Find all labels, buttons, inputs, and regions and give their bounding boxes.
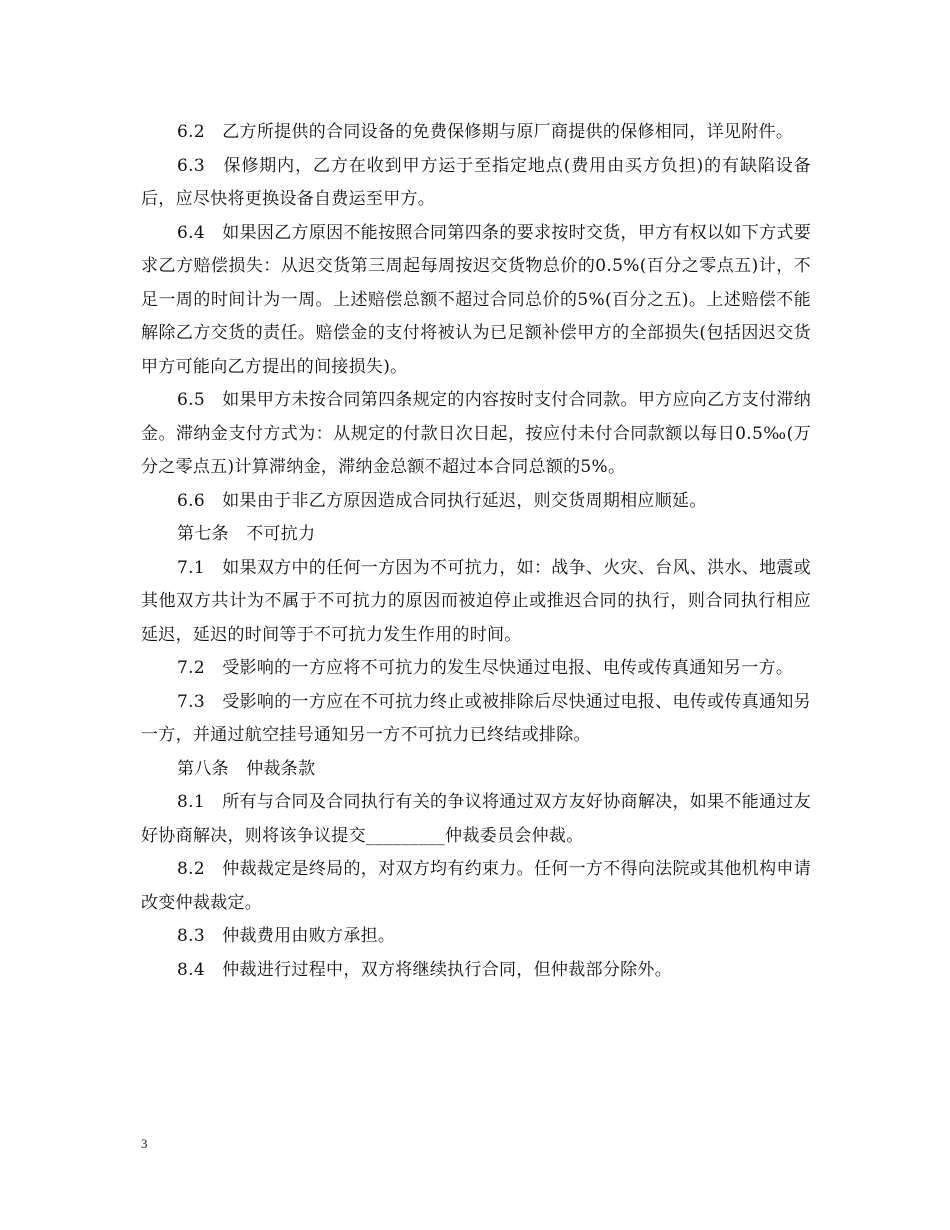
clause-7-1: 7.1 如果双方中的任何一方因为不可抗力，如：战争、火灾、台风、洪水、地震或其他双方共计为不属于不可抗力的原因而被迫停止或推迟合同的执行，则合同执行相应延迟，延迟的时间等于不可抗力发生作用的时间。 — [141, 557, 811, 645]
article-7-heading: 第七条 不可抗力 — [177, 524, 316, 544]
document-body — [141, 116, 811, 987]
clause-6-6: 6.6 如果由于非乙方原因造成合同执行延迟，则交货周期相应顺延。 — [177, 490, 707, 511]
clause-8-3: 8.3 仲裁费用由败方承担。 — [177, 926, 396, 946]
clause-6-4: 6.4 如果因乙方原因不能按照合同第四条的要求按时交货，甲方有权以如下方式要求乙方赔偿损失：从迟交货第三周起每周按迟交货物总价的0.5%(百分之零点五)计，不足一周的时间计为一周。上述赔偿总额不超过合同总价的5%(百分之五)。上述赔偿不能解除乙方交货的责任。赔偿金的支付将被认为已足额补偿甲方的全部损失(包括因迟交货甲方可能向乙方提出的间接损失)。 — [141, 222, 811, 377]
article-8-heading: 第八条 仲裁条款 — [177, 758, 316, 779]
clause-8-1: 8.1 所有与合同及合同执行有关的争议将通过双方友好协商解决，如果不能通过友好协商解决，则将该争议提交_________仲裁委员会仲裁。 — [141, 792, 811, 846]
clause-6-5: 6.5 如果甲方未按合同第四条规定的内容按时支付合同款。甲方应向乙方支付滞纳金。滞纳金支付方式为：从规定的付款日次日起，按应付未付合同款额以每日0.5‰(万分之零点五)计算滞纳金，滞纳金总额不超过本合同总额的5%。 — [141, 390, 811, 477]
clause-7-2: 7.2 受影响的一方应将不可抗力的发生尽快通过电报、电传或传真通知另一方。 — [177, 658, 794, 678]
clause-6-2: 6.2 乙方所提供的合同设备的免费保修期与原厂商提供的保修相同，详见附件。 — [177, 122, 794, 142]
clause-8-4: 8.4 仲裁进行过程中，双方将继续执行合同，但仲裁部分除外。 — [177, 959, 673, 980]
clause-8-2: 8.2 仲裁裁定是终局的，对双方均有约束力。任何一方不得向法院或其他机构申请改变仲裁裁定。 — [141, 859, 811, 913]
clause-6-3: 6.3 保修期内，乙方在收到甲方运于至指定地点(费用由买方负担)的有缺陷设备后，应尽快将更换设备自费运至甲方。 — [141, 155, 811, 209]
clause-7-3: 7.3 受影响的一方应在不可抗力终止或被排除后尽快通过电报、电传或传真通知另一方，并通过航空挂号通知另一方不可抗力已终结或排除。 — [141, 691, 811, 745]
page-number: 3 — [141, 1136, 148, 1151]
